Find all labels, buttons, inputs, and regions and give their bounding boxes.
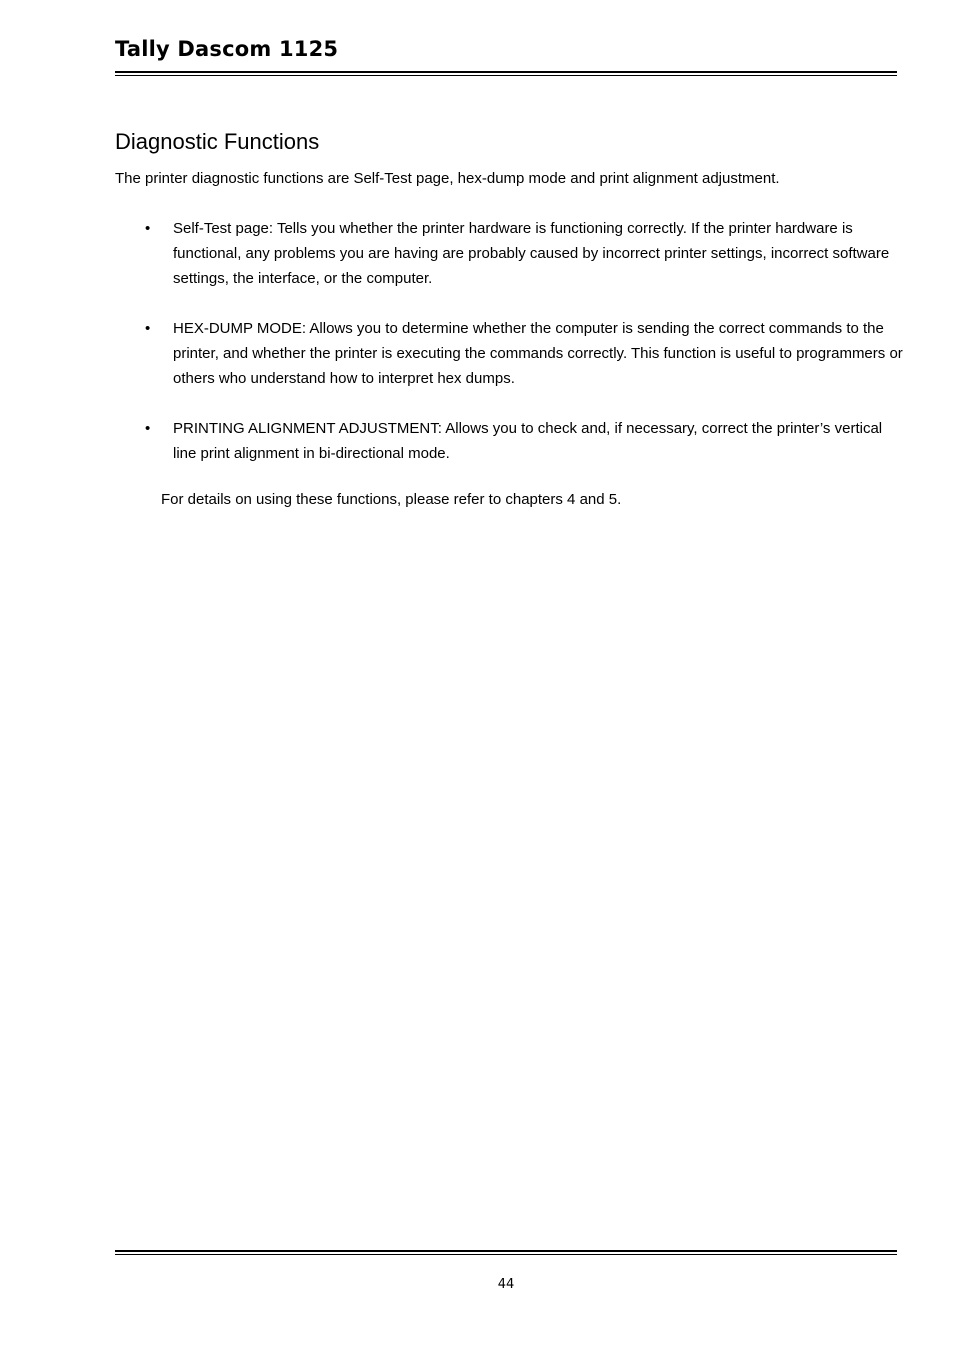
list-item-alignment — [115, 416, 905, 466]
reference-note: For details on using these functions, please refer to chapters 4 and 5. — [161, 491, 622, 508]
function-list — [115, 216, 905, 491]
bullet-icon: • — [145, 420, 151, 437]
header-rule-thick — [115, 71, 897, 73]
bullet-icon: • — [145, 220, 151, 237]
section-title: Diagnostic Functions — [115, 129, 320, 154]
footer-rule-thick — [115, 1250, 897, 1252]
list-item-self-test — [115, 216, 905, 291]
list-item-text: PRINTING ALIGNMENT ADJUSTMENT: Allows you to check and, if necessary, correct the printer’s vertical line print alignment in bi-directional mode. — [173, 420, 883, 462]
list-item-text: HEX-DUMP MODE: Allows you to determine whether the computer is sending the correct commands to the printer, and whether the printer is executing the commands correctly. This function is useful to programmers or others who understand how to interpret hex dumps. — [173, 320, 903, 387]
document-header-title: Tally Dascom 1125 — [115, 37, 339, 61]
footer-rule-thin — [115, 1254, 897, 1255]
page-number: 44 — [497, 1277, 515, 1292]
list-item-hex-dump — [115, 316, 905, 391]
list-item-text: Self-Test page: Tells you whether the printer hardware is functioning correctly. If the printer hardware is functional, any problems you are having are probably caused by incorrect printer settings, incorrect software settings, the interface, or the computer. — [173, 220, 890, 287]
section-intro: The printer diagnostic functions are Self-Test page, hex-dump mode and print alignment adjustment. — [115, 170, 780, 187]
header-rule-thin — [115, 75, 897, 76]
bullet-icon: • — [145, 320, 151, 337]
